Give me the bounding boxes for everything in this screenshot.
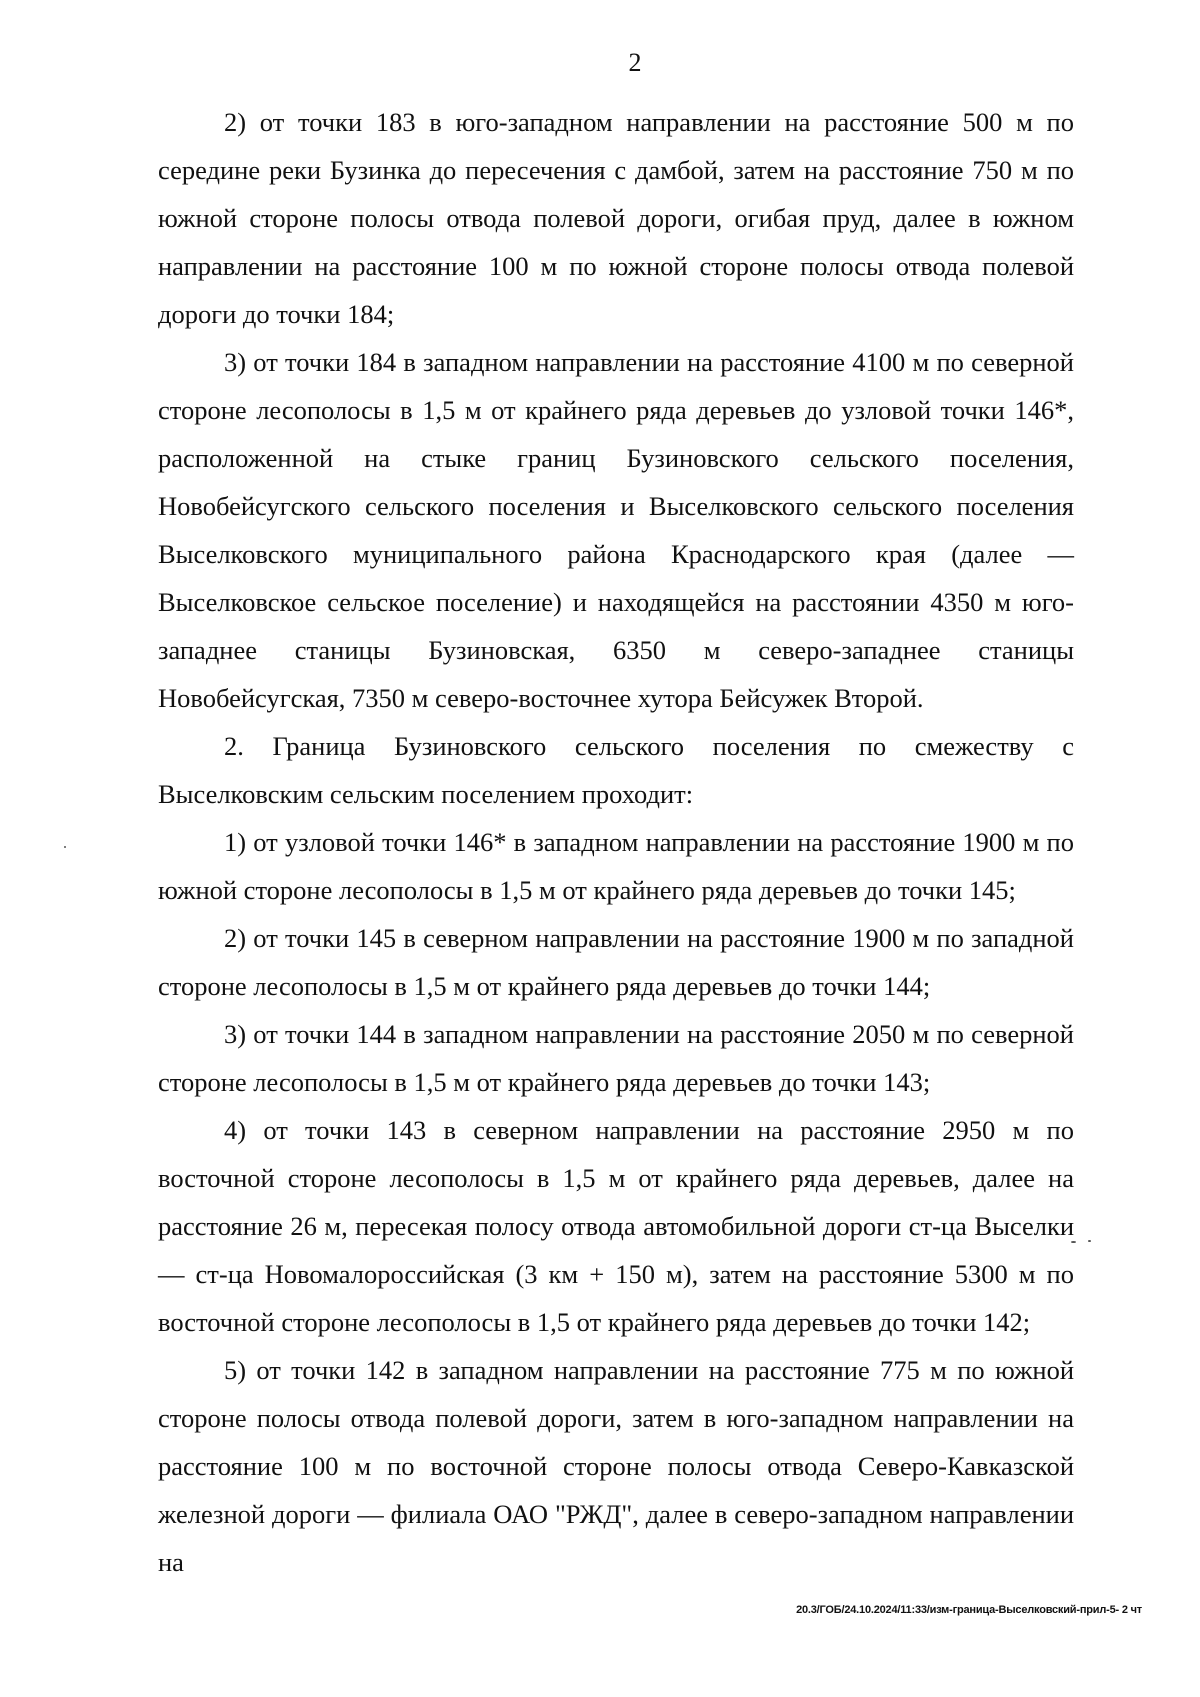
- paragraph-item-1-point-146: 1) от узловой точки 146* в западном направлении на расстояние 1900 м по южной стороне лесополосы в 1,5 м от крайнего ряда деревьев до точки 145;: [158, 827, 1074, 905]
- paragraph-item-3-point-184: 3) от точки 184 в западном направлении на расстояние 4100 м по северной стороне лесополосы в 1,5 м от крайнего ряда деревьев до узловой точки 146*, расположенной на стыке границ Бузиновского сельского поселения, Новобейсугского сельского поселения и Выселковского сельского поселения Выселковского муниципального района Краснодарского края (далее — Выселковское сельское поселение) и находящейся на расстоянии 4350 м юго-западнее станицы Бузиновская, 6350 м северо-западнее станицы Новобейсугская, 7350 м северо-восточнее хутора Бейсужек Второй.: [158, 347, 1074, 713]
- document-body: [158, 98, 1074, 1586]
- paragraph-item-2-point-145: 2) от точки 145 в северном направлении на расстояние 1900 м по западной стороне лесополосы в 1,5 м от крайнего ряда деревьев до точки 144;: [158, 923, 1074, 1001]
- paragraph-item-5-point-142: 5) от точки 142 в западном направлении на расстояние 775 м по южной стороне полосы отвода полевой дороги, затем в юго-западном направлении на расстояние 100 м по восточной стороне полосы отвода Северо-Кавказской железной дороги — филиала ОАО "РЖД", далее в северо-западном направлении на: [158, 1355, 1074, 1577]
- paragraph-item-2-point-183: 2) от точки 183 в юго-западном направлении на расстояние 500 м по середине реки Бузинка до пересечения с дамбой, затем на расстояние 750 м по южной стороне полосы отвода полевой дороги, огибая пруд, далее в южном направлении на расстояние 100 м по южной стороне полосы отвода полевой дороги до точки 184;: [158, 107, 1074, 329]
- scan-speck: [1071, 1241, 1076, 1243]
- scan-speck: [1088, 1240, 1091, 1242]
- paragraph-section-2-heading: 2. Граница Бузиновского сельского поселения по смежеству с Выселковским сельским поселением проходит:: [158, 731, 1074, 809]
- scan-speck: [64, 846, 66, 848]
- paragraph-item-3-point-144: 3) от точки 144 в западном направлении на расстояние 2050 м по северной стороне лесополосы в 1,5 м от крайнего ряда деревьев до точки 143;: [158, 1019, 1074, 1097]
- paragraph-item-4-point-143: 4) от точки 143 в северном направлении на расстояние 2950 м по восточной стороне лесополосы в 1,5 м от крайнего ряда деревьев, далее на расстояние 26 м, пересекая полосу отвода автомобильной дороги ст-ца Выселки — ст-ца Новомалороссийская (3 км + 150 м), затем на расстояние 5300 м по восточной стороне лесополосы в 1,5 от крайнего ряда деревьев до точки 142;: [158, 1115, 1074, 1337]
- page-number: 2: [628, 48, 642, 77]
- footer-document-code: 20.3/ГОБ/24.10.2024/11:33/изм-граница-Выселковский-прил-5- 2 чт: [796, 1604, 1142, 1616]
